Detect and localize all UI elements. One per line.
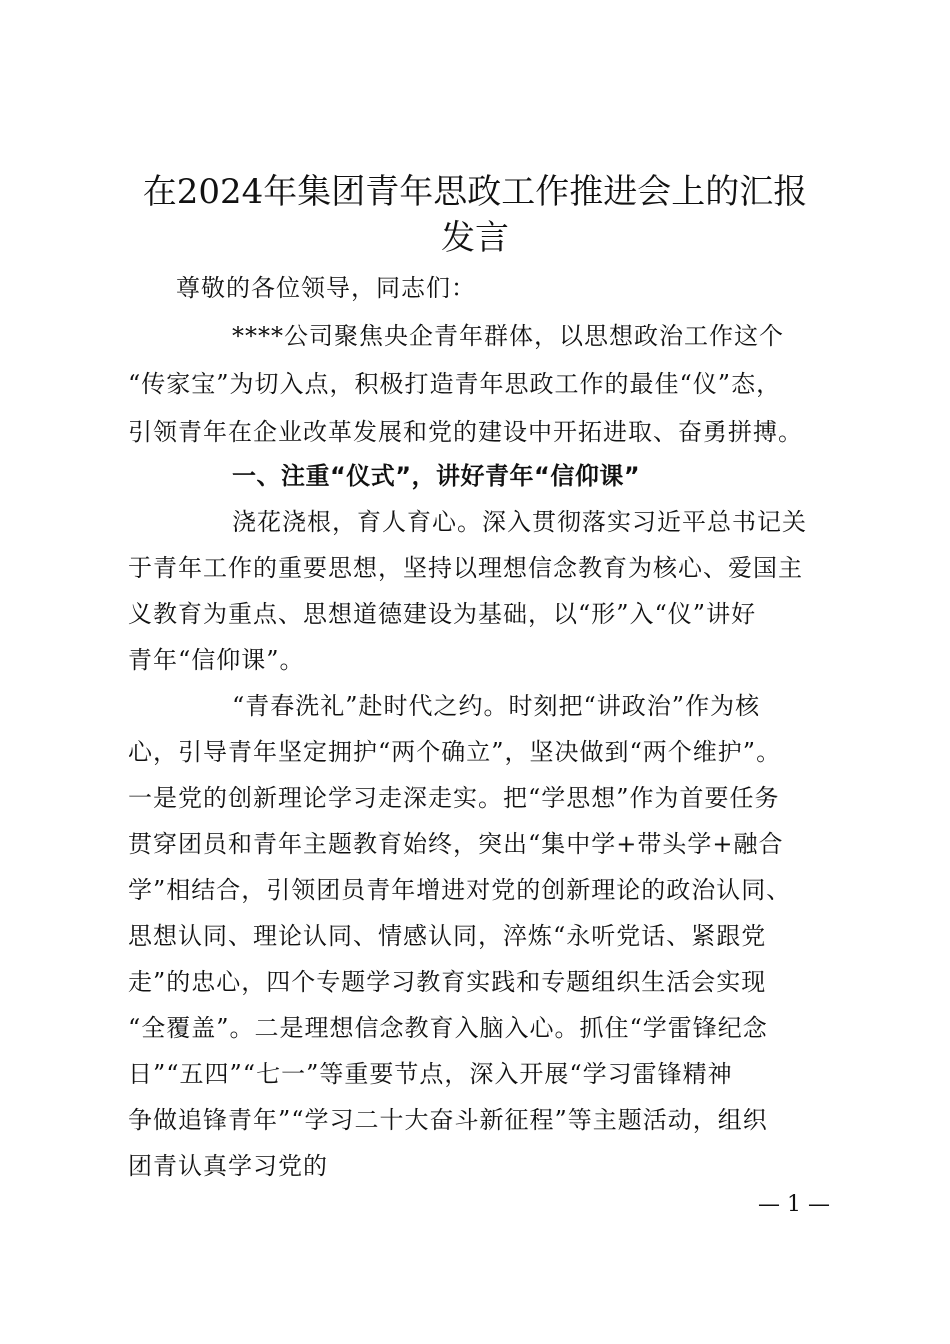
section-1-para-1-line: 青年“信仰课”。 [128,646,305,674]
intro-line: “传家宝”为切入点，积极打造青年思政工作的最佳“仪”态， [128,370,782,398]
section-1-para-2-line: “全覆盖”。二是理想信念教育入脑入心。抓住“学雷锋纪念 [128,1014,768,1042]
section-1-para-2-line: 日”“五四”“七一”等重要节点，深入开展“学习雷锋精神 [128,1060,733,1088]
section-1-para-1-line: 义教育为重点、思想道德建设为基础，以“形”入“仪”讲好 [128,600,757,628]
intro-line: ****公司聚焦央企青年群体，以思想政治工作这个 [232,322,784,350]
section-1-para-1-line: 于青年工作的重要思想，坚持以理想信念教育为核心、爱国主 [128,554,803,582]
section-1-heading: 一、注重“仪式”，讲好青年“信仰课” [232,462,641,490]
section-1-para-2-line: 一是党的创新理论学习走深走实。把“学思想”作为首要任务 [128,784,780,812]
section-1-para-2-line: 走”的忠心，四个专题学习教育实践和专题组织生活会实现 [128,968,767,996]
document-title-line-1: 在2024年集团青年思政工作推进会上的汇报 [142,172,808,212]
section-1-para-2-line: 贯穿团员和青年主题教育始终，突出“集中学+带头学+融合 [128,830,784,858]
section-1-para-2-line: 学”相结合，引领团员青年增进对党的创新理论的政治认同、 [128,876,792,904]
page-number: — 1 — [758,1192,830,1217]
section-1-para-2-line: 团青认真学习党的 [128,1152,328,1180]
salutation: 尊敬的各位领导，同志们： [176,274,476,302]
section-1-para-2-line: 心，引导青年坚定拥护“两个确立”，坚决做到“两个维护”。 [128,738,782,766]
intro-line: 引领青年在企业改革发展和党的建设中开拓进取、奋勇拼搏。 [128,418,803,446]
section-1-para-1-line: 浇花浇根，育人育心。深入贯彻落实习近平总书记关 [232,508,807,536]
document-title-line-2: 发言 [441,218,509,258]
section-1-para-2-line: “青春洗礼”赴时代之约。时刻把“讲政治”作为核 [232,692,761,720]
section-1-para-2-line: 思想认同、理论认同、情感认同，淬炼“永听党话、紧跟党 [128,922,767,950]
section-1-para-2-line: 争做追锋青年”“学习二十大奋斗新征程”等主题活动，组织 [128,1106,768,1134]
